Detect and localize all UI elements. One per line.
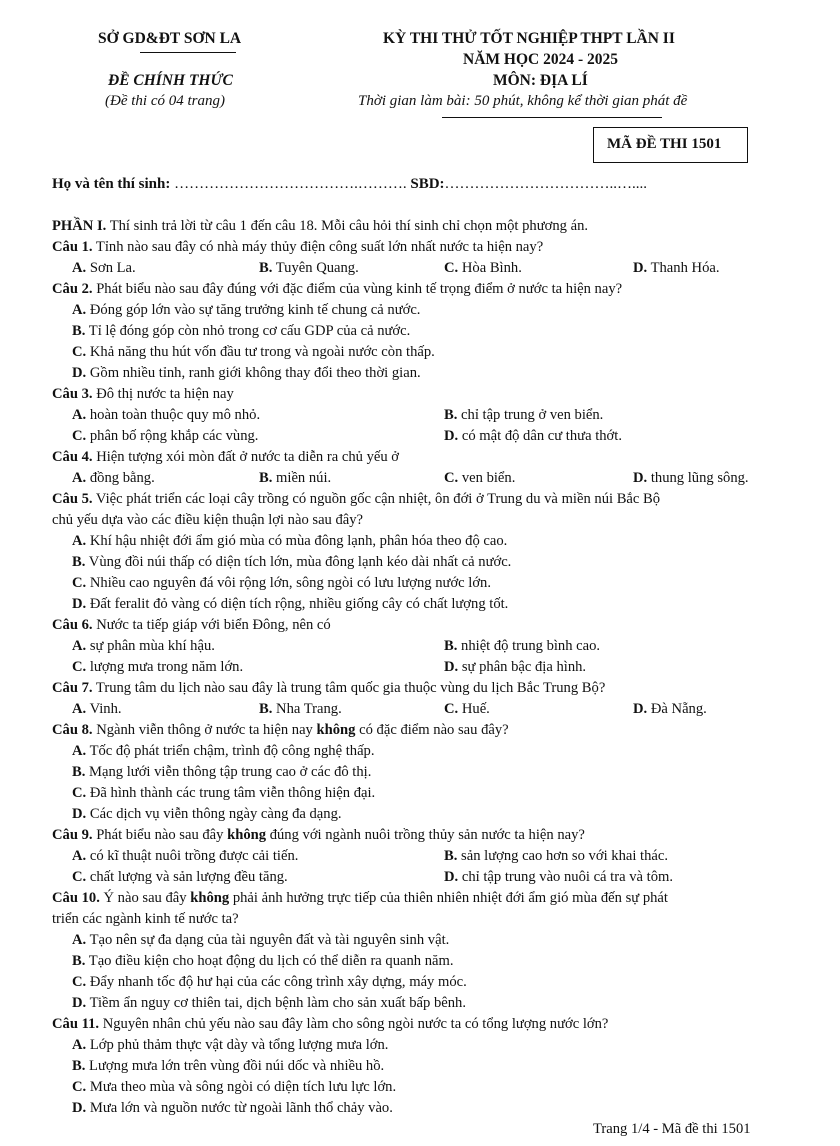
q8-b-text: Mạng lưới viễn thông tập trung cao ở các đô thị. [89, 764, 372, 780]
q8-option-d[interactable] [72, 804, 342, 825]
q11-label: Câu 11. [52, 1016, 100, 1032]
q9-option-c[interactable] [72, 867, 288, 888]
letter-a: A. [72, 470, 87, 486]
q6-option-c[interactable] [72, 657, 243, 678]
q2-d-text: Gồm nhiều tỉnh, ranh giới không thay đổi theo thời gian. [89, 365, 421, 381]
letter-a: A. [72, 638, 87, 654]
letter-d: D. [72, 995, 87, 1011]
q4-option-c[interactable] [444, 468, 515, 489]
q2-a-text: Đóng góp lớn vào sự tăng trưởng kinh tế chung cả nước. [89, 302, 421, 318]
q11-a-text: Lớp phủ thảm thực vật dày và tổng lượng mưa lớn. [89, 1037, 389, 1053]
q4-a-text: đồng bằng. [89, 470, 155, 486]
q7-option-d[interactable] [633, 699, 707, 720]
letter-b: B. [259, 260, 273, 276]
q3-option-a[interactable] [72, 405, 260, 426]
q1-text: Tỉnh nào sau đây có nhà máy thủy điện công suất lớn nhất nước ta hiện nay? [92, 239, 544, 255]
q11-text: Nguyên nhân chủ yếu nào sau đây làm cho sông ngòi nước ta có tổng lượng nước lớn? [99, 1016, 609, 1032]
q1-option-c[interactable] [444, 258, 522, 279]
q1-option-b[interactable] [259, 258, 359, 279]
q1-a-text: Sơn La. [89, 260, 136, 276]
q10-b-text: Tạo điều kiện cho hoạt động du lịch có thể diễn ra quanh năm. [88, 953, 454, 969]
q6-option-b[interactable] [444, 636, 600, 657]
q11-option-d[interactable] [72, 1098, 393, 1119]
q7-d-text: Đà Nẵng. [650, 701, 707, 717]
q1-option-a[interactable] [72, 258, 136, 279]
q4-b-text: miền núi. [276, 470, 332, 486]
q5-option-a[interactable] [72, 531, 507, 552]
question-1 [52, 237, 543, 258]
q6-label: Câu 6. [52, 617, 93, 633]
q5-b-text: Vùng đồi núi thấp có diện tích lớn, mùa đông lạnh kéo dài nhất cả nước. [88, 554, 512, 570]
question-2 [52, 279, 622, 300]
q3-a-text: hoàn toàn thuộc quy mô nhỏ. [89, 407, 261, 423]
q10-label: Câu 10. [52, 890, 100, 906]
q6-d-text: sự phân bậc địa hình. [461, 659, 587, 675]
q5-option-d[interactable] [72, 594, 508, 615]
candidate-name-label: Họ và tên thí sinh: [52, 176, 171, 192]
q1-b-text: Tuyên Quang. [275, 260, 359, 276]
question-6 [52, 615, 331, 636]
q2-c-text: Khả năng thu hút vốn đầu tư trong và ngoài nước còn thấp. [89, 344, 435, 360]
q9-c-text: chất lượng và sản lượng đều tăng. [89, 869, 288, 885]
letter-c: C. [72, 575, 87, 591]
q3-option-b[interactable] [444, 405, 603, 426]
q11-c-text: Mưa theo mùa và sông ngòi có diện tích lưu lực lớn. [89, 1079, 397, 1095]
q3-option-c[interactable] [72, 426, 258, 447]
letter-a: A. [72, 701, 87, 717]
q4-option-a[interactable] [72, 468, 155, 489]
letter-d: D. [444, 428, 459, 444]
q6-option-d[interactable] [444, 657, 586, 678]
q7-text: Trung tâm du lịch nào sau đây là trung tâm quốc gia thuộc vùng du lịch Bắc Trung Bộ? [92, 680, 606, 696]
q2-option-a[interactable] [72, 300, 420, 321]
q3-text: Đô thị nước ta hiện nay [92, 386, 234, 402]
q7-c-text: Huế. [461, 701, 490, 717]
letter-c: C. [72, 428, 87, 444]
q8-d-text: Các dịch vụ viễn thông ngày càng đa dạng. [89, 806, 342, 822]
q11-option-a[interactable] [72, 1035, 388, 1056]
letter-c: C. [72, 869, 87, 885]
letter-c: C. [444, 470, 459, 486]
q8-option-c[interactable] [72, 783, 375, 804]
q4-option-d[interactable] [633, 468, 749, 489]
q10-option-a[interactable] [72, 930, 449, 951]
letter-c: C. [72, 785, 87, 801]
candidate-name-field[interactable]: ……………………………….………. [174, 176, 407, 192]
q8-label: Câu 8. [52, 722, 93, 738]
candidate-line [52, 176, 647, 193]
q5-label: Câu 5. [52, 491, 93, 507]
letter-b: B. [259, 470, 273, 486]
q7-option-b[interactable] [259, 699, 342, 720]
letter-d: D. [72, 365, 87, 381]
q8-text-post: có đặc điểm nào sau đây? [355, 722, 509, 738]
q6-text: Nước ta tiếp giáp với biển Đông, nên có [92, 617, 331, 633]
letter-a: A. [72, 932, 87, 948]
q1-label: Câu 1. [52, 239, 93, 255]
q9-a-text: có kĩ thuật nuôi trồng được cải tiến. [89, 848, 299, 864]
letter-b: B. [444, 848, 458, 864]
q5-text: Việc phát triển các loại cây trồng có nguồn gốc cận nhiệt, ôn đới ở Trung du và miền núi Bắc Bộ [92, 491, 661, 507]
q11-option-c[interactable] [72, 1077, 396, 1098]
q7-option-a[interactable] [72, 699, 122, 720]
part-instructions [52, 216, 588, 237]
school-year: NĂM HỌC 2024 - 2025 [463, 51, 618, 68]
q2-option-b[interactable] [72, 321, 410, 342]
q11-option-b[interactable] [72, 1056, 384, 1077]
q8-text-bold: không [316, 722, 356, 738]
sbd-field[interactable]: ……………………………..….... [444, 176, 648, 192]
letter-c: C. [72, 974, 87, 990]
time-underline [442, 117, 662, 118]
letter-b: B. [72, 1058, 86, 1074]
q5-d-text: Đất feralit đỏ vàng có diện tích rộng, nhiều giống cây có chất lượng tốt. [89, 596, 509, 612]
letter-d: D. [444, 869, 459, 885]
q1-option-d[interactable] [633, 258, 720, 279]
q9-option-b[interactable] [444, 846, 668, 867]
letter-a: A. [72, 260, 87, 276]
part-label: PHẦN I. [52, 218, 107, 234]
q10-text-pre: Ý nào sau đây [99, 890, 191, 906]
letter-b: B. [72, 953, 86, 969]
letter-b: B. [444, 407, 458, 423]
q11-b-text: Lượng mưa lớn trên vùng đồi núi dốc và nhiều hồ. [89, 1058, 385, 1074]
q6-b-text: nhiệt độ trung bình cao. [461, 638, 601, 654]
q7-label: Câu 7. [52, 680, 93, 696]
letter-a: A. [72, 1037, 87, 1053]
q7-option-c[interactable] [444, 699, 490, 720]
question-9 [52, 825, 585, 846]
q2-option-d[interactable] [72, 363, 421, 384]
q5-option-c[interactable] [72, 573, 491, 594]
q4-label: Câu 4. [52, 449, 93, 465]
q3-label: Câu 3. [52, 386, 93, 402]
exam-code-box [593, 127, 748, 163]
question-5 [52, 489, 660, 510]
letter-c: C. [72, 1079, 87, 1095]
q5-c-text: Nhiều cao nguyên đá vôi rộng lớn, sông ngòi có lưu lượng nước lớn. [89, 575, 492, 591]
q8-option-b[interactable] [72, 762, 371, 783]
q5-option-b[interactable] [72, 552, 511, 573]
q9-d-text: chỉ tập trung vào nuôi cá tra và tôm. [461, 869, 673, 885]
q9-text-post: đúng với ngành nuôi trồng thủy sản nước ta hiện nay? [266, 827, 585, 843]
q10-d-text: Tiềm ẩn nguy cơ thiên tai, dịch bệnh làm cho sản xuất bấp bênh. [89, 995, 466, 1011]
q4-option-b[interactable] [259, 468, 331, 489]
q6-c-text: lượng mưa trong năm lớn. [89, 659, 244, 675]
letter-a: A. [72, 407, 87, 423]
q5-a-text: Khí hậu nhiệt đới ẩm gió mùa có mùa đông lạnh, phân hóa theo độ cao. [89, 533, 508, 549]
letter-a: A. [72, 302, 87, 318]
q10-option-c[interactable] [72, 972, 467, 993]
department-name: SỞ GD&ĐT SƠN LA [98, 30, 242, 47]
question-8 [52, 720, 509, 741]
page-footer: Trang 1/4 - Mã đề thi 1501 [593, 1121, 751, 1137]
letter-d: D. [72, 1100, 87, 1116]
question-11 [52, 1014, 608, 1035]
q8-a-text: Tốc độ phát triển chậm, trình độ công nghệ thấp. [89, 743, 375, 759]
q10-c-text: Đẩy nhanh tốc độ hư hại của các công trình xây dựng, máy móc. [89, 974, 467, 990]
q9-option-a[interactable] [72, 846, 298, 867]
q4-text: Hiện tượng xói mòn đất ở nước ta diễn ra chủ yếu ở [92, 449, 400, 465]
letter-b: B. [72, 764, 86, 780]
letter-b: B. [72, 554, 86, 570]
q7-a-text: Vinh. [89, 701, 122, 717]
q9-label: Câu 9. [52, 827, 93, 843]
letter-d: D. [633, 260, 648, 276]
q10-text-post: phải ảnh hưởng trực tiếp của thiên nhiên nhiệt đới ẩm gió mùa đến sự phát [229, 890, 668, 906]
q3-d-text: có mật độ dân cư thưa thớt. [461, 428, 622, 444]
letter-a: A. [72, 743, 87, 759]
q10-a-text: Tạo nên sự đa dạng của tài nguyên đất và tài nguyên sinh vật. [89, 932, 450, 948]
q10-option-b[interactable] [72, 951, 454, 972]
letter-a: A. [72, 848, 87, 864]
q9-option-d[interactable] [444, 867, 673, 888]
letter-c: C. [72, 344, 87, 360]
question-10-cont: triển các ngành kinh tế nước ta? [52, 911, 239, 927]
q2-b-text: Tỉ lệ đóng góp còn nhỏ trong cơ cấu GDP của cả nước. [88, 323, 411, 339]
letter-d: D. [444, 659, 459, 675]
q9-text-pre: Phát biểu nào sau đây [92, 827, 228, 843]
question-4 [52, 447, 399, 468]
subject: MÔN: ĐỊA LÍ [493, 72, 588, 89]
q1-c-text: Hòa Bình. [461, 260, 522, 276]
exam-code: MÃ ĐỀ THI 1501 [607, 136, 722, 152]
letter-d: D. [72, 806, 87, 822]
q11-d-text: Mưa lớn và nguồn nước từ ngoài lãnh thổ chảy vào. [89, 1100, 393, 1116]
q8-text-pre: Ngành viễn thông ở nước ta hiện nay [92, 722, 317, 738]
official-status: ĐỀ CHÍNH THỨC [108, 72, 233, 89]
letter-d: D. [72, 596, 87, 612]
q3-option-d[interactable] [444, 426, 622, 447]
question-3 [52, 384, 234, 405]
letter-b: B. [72, 323, 86, 339]
q2-option-c[interactable] [72, 342, 435, 363]
time-note: Thời gian làm bài: 50 phút, không kể thời gian phát đề [358, 93, 688, 109]
q8-c-text: Đã hình thành các trung tâm viễn thông hiện đại. [89, 785, 376, 801]
letter-c: C. [444, 701, 459, 717]
q9-text-bold: không [227, 827, 267, 843]
q2-label: Câu 2. [52, 281, 93, 297]
letter-b: B. [259, 701, 273, 717]
q10-text-bold: không [190, 890, 230, 906]
q3-c-text: phân bố rộng khắp các vùng. [89, 428, 259, 444]
letter-a: A. [72, 533, 87, 549]
letter-d: D. [633, 470, 648, 486]
letter-d: D. [633, 701, 648, 717]
question-7 [52, 678, 605, 699]
exam-title: KỲ THI THỬ TỐT NGHIỆP THPT LẦN II [383, 30, 675, 47]
q2-text: Phát biểu nào sau đây đúng với đặc điểm của vùng kinh tế trọng điểm ở nước ta hiện nay? [92, 281, 623, 297]
department-underline [140, 52, 236, 53]
q8-option-a[interactable] [72, 741, 375, 762]
q3-b-text: chỉ tập trung ở ven biển. [461, 407, 604, 423]
letter-b: B. [444, 638, 458, 654]
q7-b-text: Nha Trang. [276, 701, 342, 717]
part-text: Thí sinh trả lời từ câu 1 đến câu 18. Mỗi câu hỏi thí sinh chỉ chọn một phương án. [106, 218, 589, 234]
q1-d-text: Thanh Hóa. [650, 260, 720, 276]
pages-note: (Đề thi có 04 trang) [105, 93, 225, 109]
q6-option-a[interactable] [72, 636, 215, 657]
question-10 [52, 888, 668, 909]
letter-c: C. [72, 659, 87, 675]
letter-c: C. [444, 260, 459, 276]
q4-d-text: thung lũng sông. [650, 470, 749, 486]
question-5-cont: chủ yếu dựa vào các điều kiện thuận lợi nào sau đây? [52, 512, 364, 528]
q4-c-text: ven biển. [461, 470, 516, 486]
sbd-label: SBD: [410, 176, 445, 192]
q10-option-d[interactable] [72, 993, 466, 1014]
q9-b-text: sản lượng cao hơn so với khai thác. [461, 848, 669, 864]
q6-a-text: sự phân mùa khí hậu. [89, 638, 215, 654]
